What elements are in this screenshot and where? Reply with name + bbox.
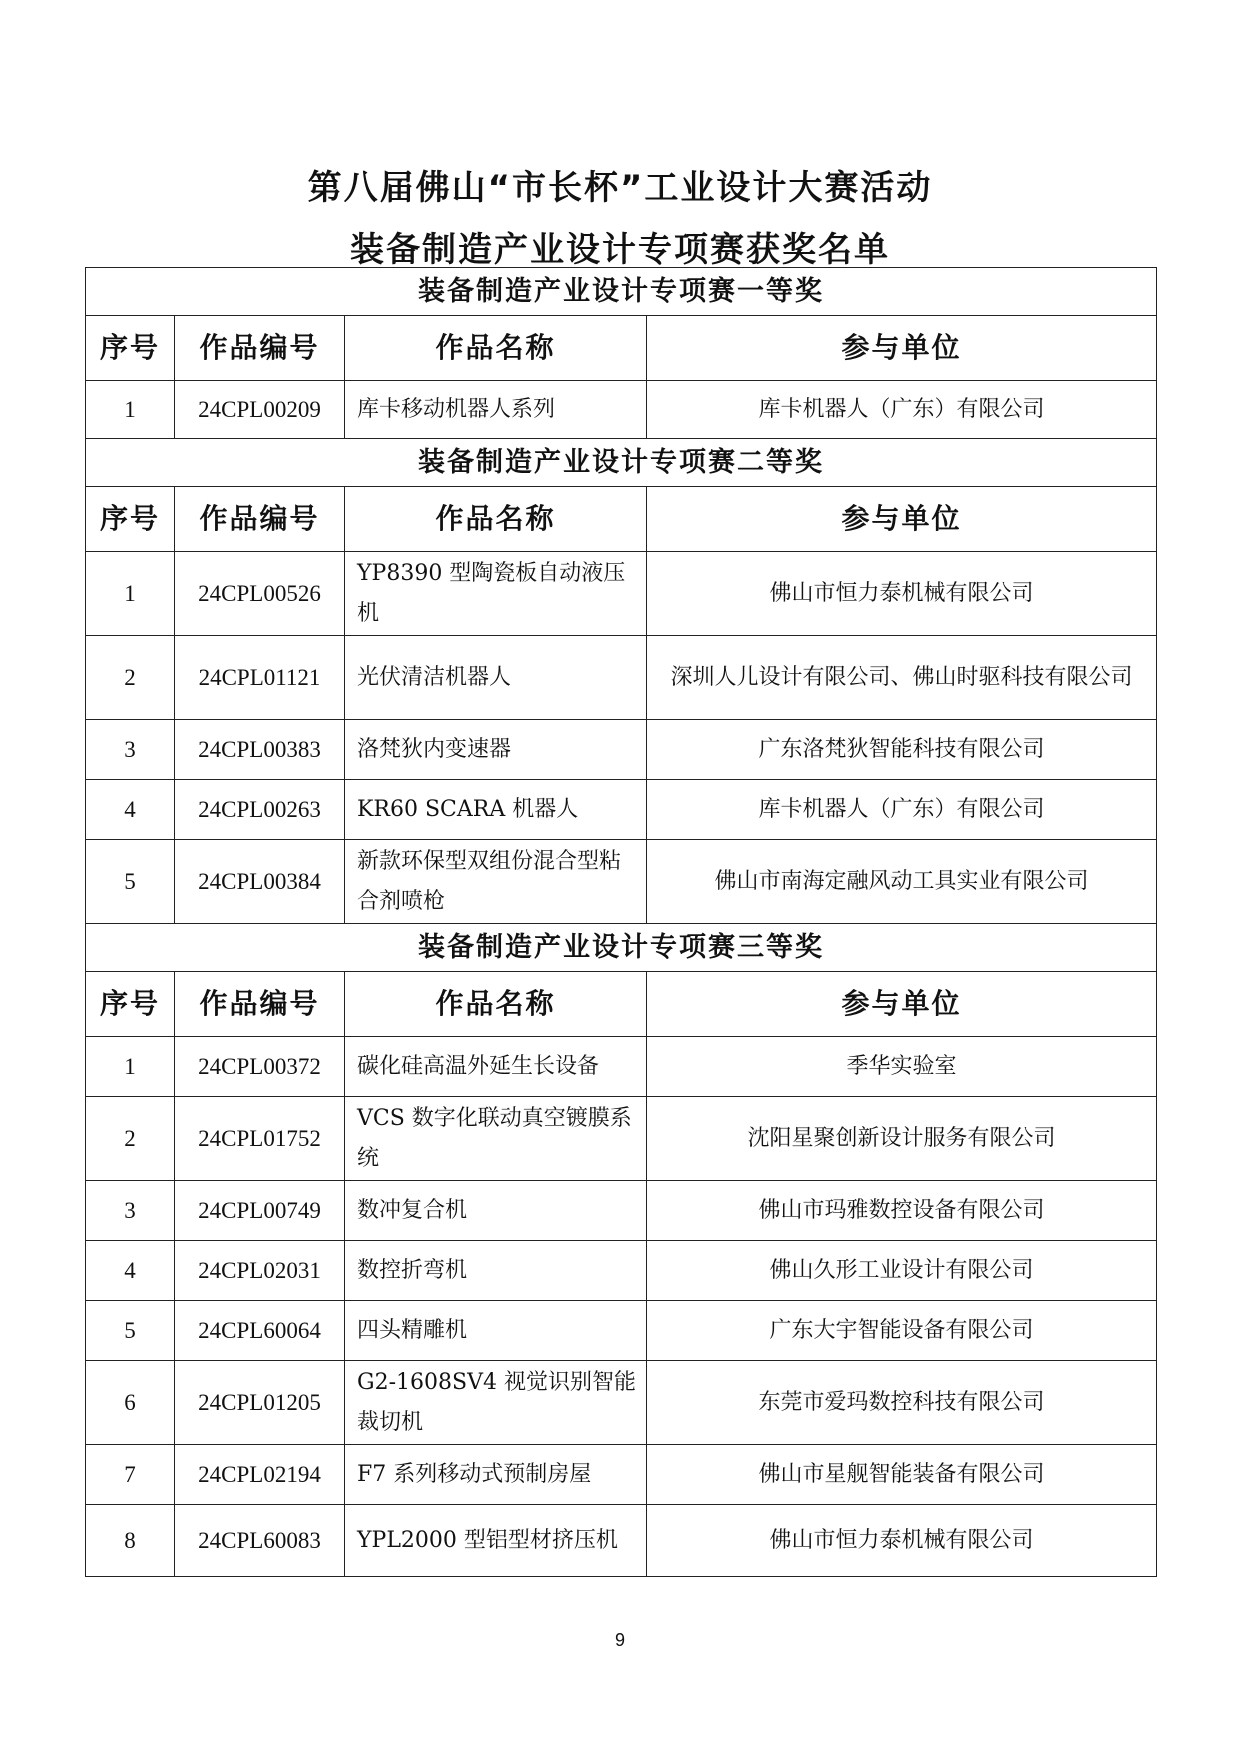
column-header-name: 作品名称 <box>345 316 647 381</box>
cell-org: 东莞市爱玛数控科技有限公司 <box>647 1361 1157 1445</box>
cell-name: F7 系列移动式预制房屋 <box>345 1445 647 1505</box>
cell-no: 2 <box>86 1097 175 1181</box>
cell-no: 7 <box>86 1445 175 1505</box>
section-heading-row <box>86 268 1157 316</box>
table-row <box>86 1097 1157 1181</box>
section-heading-row <box>86 924 1157 972</box>
cell-name: G2-1608SV4 视觉识别智能裁切机 <box>345 1361 647 1445</box>
cell-org: 佛山市恒力泰机械有限公司 <box>647 552 1157 636</box>
table-row <box>86 552 1157 636</box>
table-row <box>86 1181 1157 1241</box>
cell-code: 24CPL02194 <box>175 1445 345 1505</box>
column-header-org: 参与单位 <box>647 487 1157 552</box>
column-header-org: 参与单位 <box>647 972 1157 1037</box>
cell-code: 24CPL00383 <box>175 720 345 780</box>
section-heading: 装备制造产业设计专项赛二等奖 <box>86 439 1157 487</box>
column-header-no: 序号 <box>86 316 175 381</box>
cell-org: 广东大宇智能设备有限公司 <box>647 1301 1157 1361</box>
cell-no: 5 <box>86 1301 175 1361</box>
table-row <box>86 1301 1157 1361</box>
cell-name: KR60 SCARA 机器人 <box>345 780 647 840</box>
cell-code: 24CPL00209 <box>175 381 345 439</box>
award-table <box>85 267 1157 1577</box>
cell-org: 广东洛梵狄智能科技有限公司 <box>647 720 1157 780</box>
section-heading-row <box>86 439 1157 487</box>
cell-code: 24CPL00749 <box>175 1181 345 1241</box>
table-row <box>86 780 1157 840</box>
cell-code: 24CPL02031 <box>175 1241 345 1301</box>
cell-no: 1 <box>86 381 175 439</box>
cell-no: 4 <box>86 1241 175 1301</box>
cell-name: 新款环保型双组份混合型粘合剂喷枪 <box>345 840 647 924</box>
table-row <box>86 636 1157 720</box>
cell-code: 24CPL60064 <box>175 1301 345 1361</box>
cell-code: 24CPL00526 <box>175 552 345 636</box>
cell-name: YP8390 型陶瓷板自动液压机 <box>345 552 647 636</box>
page-number: 9 <box>614 1630 625 1650</box>
column-header-no: 序号 <box>86 487 175 552</box>
column-header-code: 作品编号 <box>175 316 345 381</box>
table-row <box>86 381 1157 439</box>
cell-org: 佛山市玛雅数控设备有限公司 <box>647 1181 1157 1241</box>
cell-code: 24CPL00384 <box>175 840 345 924</box>
table-row <box>86 840 1157 924</box>
cell-org: 库卡机器人（广东）有限公司 <box>647 780 1157 840</box>
cell-code: 24CPL00372 <box>175 1037 345 1097</box>
cell-no: 3 <box>86 720 175 780</box>
cell-no: 1 <box>86 552 175 636</box>
column-header-name: 作品名称 <box>345 972 647 1037</box>
cell-code: 24CPL00263 <box>175 780 345 840</box>
column-header-code: 作品编号 <box>175 972 345 1037</box>
cell-code: 24CPL60083 <box>175 1505 345 1577</box>
table-row <box>86 720 1157 780</box>
section-heading: 装备制造产业设计专项赛三等奖 <box>86 924 1157 972</box>
cell-no: 4 <box>86 780 175 840</box>
cell-org: 佛山久形工业设计有限公司 <box>647 1241 1157 1301</box>
cell-org: 沈阳星聚创新设计服务有限公司 <box>647 1097 1157 1181</box>
cell-code: 24CPL01121 <box>175 636 345 720</box>
table-row <box>86 1361 1157 1445</box>
column-header-org: 参与单位 <box>647 316 1157 381</box>
column-header-row <box>86 972 1157 1037</box>
column-header-name: 作品名称 <box>345 487 647 552</box>
cell-name: 碳化硅高温外延生长设备 <box>345 1037 647 1097</box>
column-header-no: 序号 <box>86 972 175 1037</box>
column-header-row <box>86 316 1157 381</box>
cell-org: 佛山市南海定融风动工具实业有限公司 <box>647 840 1157 924</box>
document-subtitle: 装备制造产业设计专项赛获奖名单 <box>350 230 890 270</box>
section-heading: 装备制造产业设计专项赛一等奖 <box>86 268 1157 316</box>
table-row <box>86 1241 1157 1301</box>
cell-no: 8 <box>86 1505 175 1577</box>
cell-name: 数冲复合机 <box>345 1181 647 1241</box>
cell-no: 6 <box>86 1361 175 1445</box>
cell-org: 季华实验室 <box>647 1037 1157 1097</box>
column-header-row <box>86 487 1157 552</box>
table-row <box>86 1037 1157 1097</box>
cell-name: 数控折弯机 <box>345 1241 647 1301</box>
cell-name: 光伏清洁机器人 <box>345 636 647 720</box>
cell-name: VCS 数字化联动真空镀膜系统 <box>345 1097 647 1181</box>
cell-name: YPL2000 型铝型材挤压机 <box>345 1505 647 1577</box>
cell-no: 5 <box>86 840 175 924</box>
column-header-code: 作品编号 <box>175 487 345 552</box>
cell-name: 洛梵狄内变速器 <box>345 720 647 780</box>
cell-name: 库卡移动机器人系列 <box>345 381 647 439</box>
cell-org: 深圳人儿设计有限公司、佛山时驱科技有限公司 <box>647 636 1157 720</box>
cell-no: 3 <box>86 1181 175 1241</box>
cell-code: 24CPL01752 <box>175 1097 345 1181</box>
cell-org: 佛山市星舰智能装备有限公司 <box>647 1445 1157 1505</box>
document-title: 第八届佛山“市长杯”工业设计大赛活动 <box>307 168 933 208</box>
cell-name: 四头精雕机 <box>345 1301 647 1361</box>
cell-org: 库卡机器人（广东）有限公司 <box>647 381 1157 439</box>
cell-org: 佛山市恒力泰机械有限公司 <box>647 1505 1157 1577</box>
cell-no: 2 <box>86 636 175 720</box>
table-row <box>86 1505 1157 1577</box>
cell-no: 1 <box>86 1037 175 1097</box>
cell-code: 24CPL01205 <box>175 1361 345 1445</box>
table-row <box>86 1445 1157 1505</box>
